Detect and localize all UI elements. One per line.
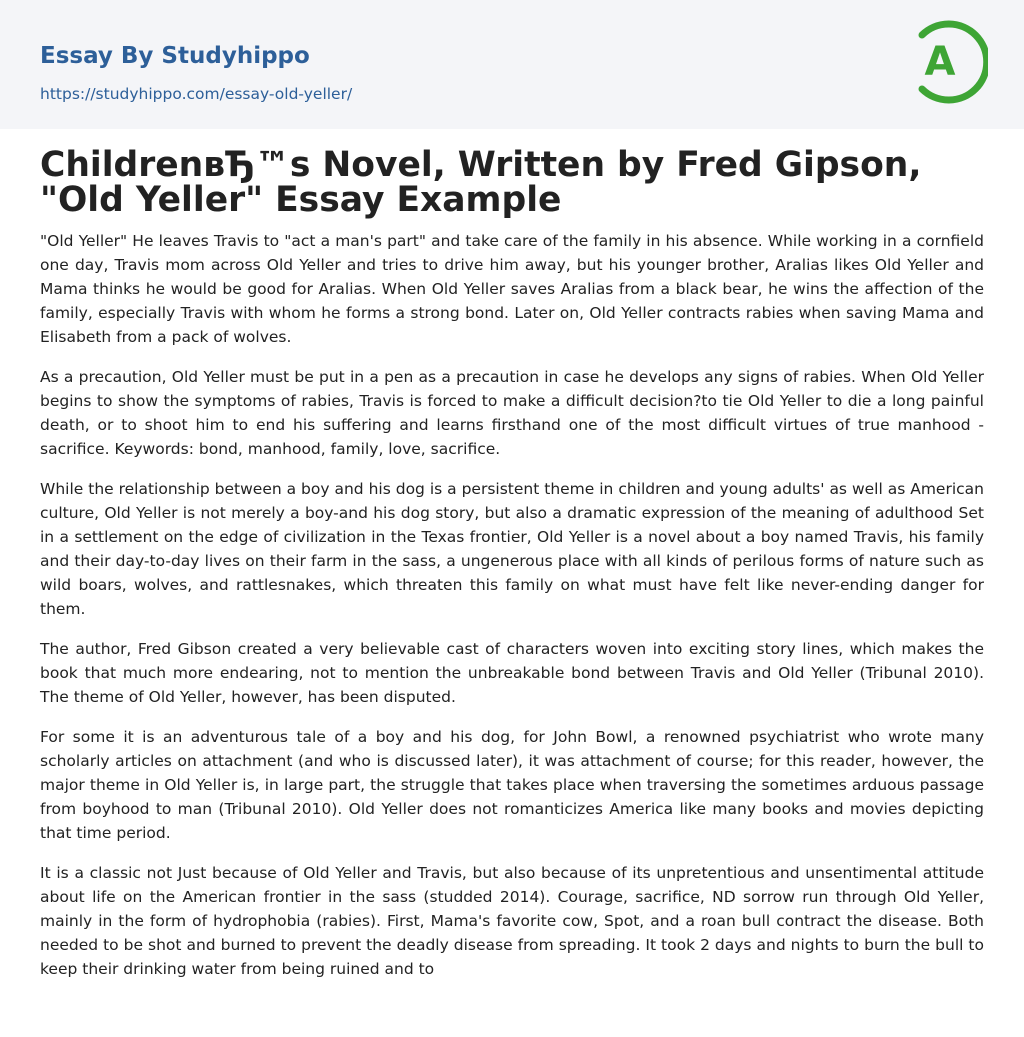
essay-body: [40, 229, 984, 997]
essay-title: [40, 145, 984, 220]
logo-letter: A: [924, 39, 956, 85]
essay-url-link[interactable]: https://studyhippo.com/essay-old-yeller/: [40, 85, 353, 103]
essay-paragraph-3: While the relationship between a boy and his dog is a persistent theme in children and young adults' as well as American culture, Old Yeller is not merely a boy-and his dog story, but also a dramatic expression of the meaning of adulthood Set in a settlement on the edge of civilization in the Texas frontier, Old Yeller is a novel about a boy named Travis, his family and their day-to-day lives on their farm in the sass, a ungenerous place with all kinds of perilous forms of nature such as wild boars, wolves, and rattlesnakes, which threaten this family on what must have felt like never-ending danger for them.: [40, 480, 984, 618]
essay-paragraph-2: As a precaution, Old Yeller must be put in a pen as a precaution in case he develops any signs of rabies. When Old Yeller begins to show the symptoms of rabies, Travis is forced to make a difficult decision?to tie Old Yeller to die a long painful death, or to shoot him to end his suffering and learns firsthand one of the most difficult virtues of true manhood - sacrifice. Keywords: bond, manhood, family, love, sacrifice.: [40, 368, 984, 458]
essay-paragraph-6: It is a classic not Just because of Old Yeller and Travis, but also because of its unpretentious and unsentimental attitude about life on the American frontier in the sass (studded 2014). Courage, sacrifice, ND sorrow run through Old Yeller, mainly in the form of hydrophobia (rabies). First, Mama's favorite cow, Spot, and a roan bull contract the disease. Both needed to be shot and burned to prevent the deadly disease from spreading. It took 2 days and nights to burn the bull to keep their drinking water from being ruined and to: [40, 864, 984, 978]
essay-paragraph-5: For some it is an adventurous tale of a boy and his dog, for John Bowl, a renowned psychiatrist who wrote many scholarly articles on attachment (and who is discussed later), it was attachment of course; for this reader, however, the major theme in Old Yeller is, in large part, the struggle that takes place when traversing the sometimes arduous passage from boyhood to man (Tribunal 2010). Old Yeller does not romanticizes America like many books and movies depicting that time period.: [40, 728, 984, 842]
essay-paragraph-1: "Old Yeller" He leaves Travis to "act a man's part" and take care of the family in his absence. While working in a cornfield one day, Travis mom across Old Yeller and tries to drive him away, but his younger brother, Aralias likes Old Yeller and Mama thinks he would be good for Aralias. When Old Yeller saves Aralias from a black bear, he wins the affection of the family, especially Travis with whom he forms a strong bond. Later on, Old Yeller contracts rabies when saving Mama and Elisabeth from a pack of wolves.: [40, 232, 984, 346]
studyhippo-logo[interactable]: [912, 18, 988, 106]
site-brand[interactable]: Essay By Studyhippo: [40, 43, 310, 69]
essay-title-line-1: ChildrenвЂ™s Novel, Written by Fred Gipson,: [40, 145, 922, 185]
site-header: [0, 0, 1024, 129]
essay-paragraph-4: The author, Fred Gibson created a very believable cast of characters woven into exciting story lines, which makes the book that much more endearing, not to mention the unbreakable bond between Travis and Old Yeller (Tribunal 2010). The theme of Old Yeller, however, has been disputed.: [40, 640, 984, 706]
essay-title-line-2: "Old Yeller" Essay Example: [40, 180, 562, 220]
